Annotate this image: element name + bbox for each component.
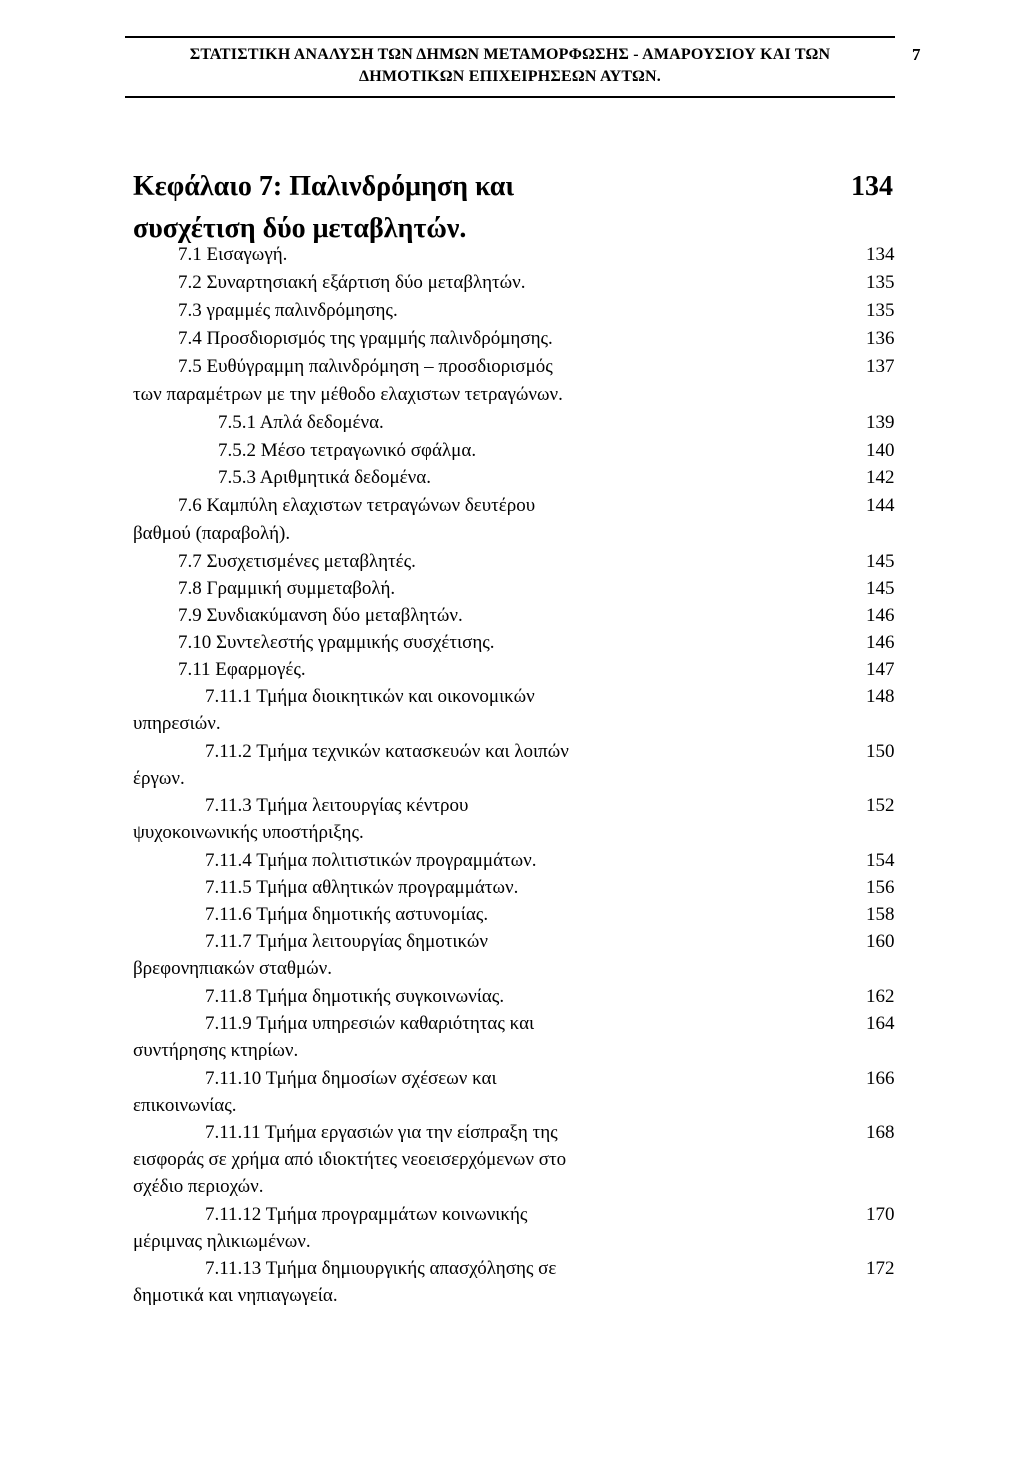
toc-entry-page-number: 135 (866, 272, 895, 293)
toc-entry-text: εισφοράς σε χρήμα από ιδιοκτήτες νεοεισερχόμενων στο (133, 1149, 567, 1170)
toc-entry-text: έργων. (133, 768, 185, 789)
toc-entry-text: 7.2 Συναρτησιακή εξάρτιση δύο μεταβλητών. (178, 272, 526, 293)
running-header-line-2: ΔΗΜΟΤΙΚΩΝ ΕΠΙΧΕΙΡΗΣΕΩΝ ΑΥΤΩΝ. (359, 68, 661, 85)
toc-entry-text: 7.5.2 Μέσο τετραγωνικό σφάλμα. (218, 440, 477, 461)
toc-entry-page-number: 136 (866, 328, 895, 349)
toc-entry-page-number: 158 (866, 904, 895, 925)
toc-entry-text: δημοτικά και νηπιαγωγεία. (133, 1285, 338, 1306)
toc-entry-page-number: 139 (866, 412, 895, 433)
toc-entry-text: συντήρησης κτηρίων. (133, 1040, 299, 1061)
toc-entry-text: 7.11.7 Τμήμα λειτουργίας δημοτικών (205, 931, 489, 952)
toc-entry-text: 7.3 γραμμές παλινδρόμησης. (178, 300, 398, 321)
toc-entry-page-number: 147 (866, 659, 895, 680)
toc-entry-text: 7.11.9 Τμήμα υπηρεσιών καθαριότητας και (205, 1013, 535, 1034)
toc-entry-page-number: 162 (866, 986, 895, 1007)
toc-entry-text: 7.6 Καμπύλη ελαχιστων τετραγώνων δευτέρου (178, 495, 536, 516)
toc-entry-text: 7.11 Εφαρμογές. (178, 659, 306, 680)
toc-entry-page-number: 137 (866, 356, 895, 377)
toc-entry-text: βαθμού (παραβολή). (133, 523, 291, 544)
chapter-title-line-2: συσχέτιση δύο μεταβλητών. (133, 213, 467, 244)
running-header-line-1: ΣΤΑΤΙΣΤΙΚΗ ΑΝΑΛΥΣΗ ΤΩΝ ΔΗΜΩΝ ΜΕΤΑΜΟΡΦΩΣΗΣ - ΑΜΑΡΟΥΣΙΟΥ ΚΑΙ ΤΩΝ (189, 46, 831, 63)
toc-entry-page-number: 134 (866, 244, 895, 265)
toc-entry-text: 7.5.3 Αριθμητικά δεδομένα. (218, 467, 431, 488)
toc-entry-text: 7.5.1 Απλά δεδομένα. (218, 412, 384, 433)
toc-entry-text: 7.8 Γραμμική συμμεταβολή. (178, 578, 396, 599)
chapter-page-number: 134 (851, 171, 893, 202)
toc-entry-text: 7.11.4 Τμήμα πολιτιστικών προγραμμάτων. (205, 850, 537, 871)
toc-entry-text: 7.1 Εισαγωγή. (178, 244, 288, 265)
toc-entry-page-number: 144 (866, 495, 895, 516)
toc-entry-text: υπηρεσιών. (133, 713, 221, 734)
toc-entry-page-number: 168 (866, 1122, 895, 1143)
toc-entry-text: των παραμέτρων με την μέθοδο ελαχιστων τετραγώνων. (133, 384, 563, 405)
toc-entry-page-number: 140 (866, 440, 895, 461)
toc-entry-text: σχέδιο περιοχών. (133, 1176, 264, 1197)
toc-entry-text: 7.11.13 Τμήμα δημιουργικής απασχόλησης σε (205, 1258, 557, 1279)
toc-entry-page-number: 172 (866, 1258, 895, 1279)
toc-entry-text: επικοινωνίας. (133, 1095, 237, 1116)
toc-entry-text: 7.11.6 Τμήμα δημοτικής αστυνομίας. (205, 904, 489, 925)
toc-entry-page-number: 170 (866, 1204, 895, 1225)
toc-entry-text: 7.11.10 Τμήμα δημοσίων σχέσεων και (205, 1068, 497, 1089)
toc-entry-text: 7.4 Προσδιορισμός της γραμμής παλινδρόμησης. (178, 328, 553, 349)
toc-entry-text: μέριμνας ηλικιωμένων. (133, 1231, 311, 1252)
header-page-number: 7 (912, 45, 921, 64)
toc-entry-text: 7.11.11 Τμήμα εργασιών για την είσπραξη της (205, 1122, 558, 1143)
toc-entry-text: 7.11.8 Τμήμα δημοτικής συγκοινωνίας. (205, 986, 505, 1007)
toc-entry-page-number: 148 (866, 686, 895, 707)
toc-entry-page-number: 146 (866, 605, 895, 626)
chapter-title-line-1: Κεφάλαιο 7: Παλινδρόμηση και (133, 171, 515, 202)
toc-entry-text: 7.7 Συσχετισμένες μεταβλητές. (178, 551, 416, 572)
toc-entry-page-number: 142 (866, 467, 895, 488)
toc-entry-page-number: 152 (866, 795, 895, 816)
toc-entry-page-number: 154 (866, 850, 895, 871)
toc-entry-page-number: 166 (866, 1068, 895, 1089)
toc-entry-page-number: 135 (866, 300, 895, 321)
toc-entry-text: 7.9 Συνδιακύμανση δύο μεταβλητών. (178, 605, 463, 626)
toc-entry-text: βρεφονηπιακών σταθμών. (133, 958, 332, 979)
toc-entry-text: ψυχοκοινωνικής υποστήριξης. (133, 822, 364, 843)
toc-entry-page-number: 164 (866, 1013, 895, 1034)
toc-entry-text: 7.11.2 Τμήμα τεχνικών κατασκευών και λοιπών (205, 741, 569, 762)
toc-entry-page-number: 145 (866, 551, 895, 572)
toc-entry-page-number: 146 (866, 632, 895, 653)
toc-entry-text: 7.10 Συντελεστής γραμμικής συσχέτισης. (178, 632, 495, 653)
toc-entry-page-number: 150 (866, 741, 895, 762)
toc-entry-text: 7.11.1 Τμήμα διοικητικών και οικονομικών (205, 686, 535, 707)
toc-entry-text: 7.5 Ευθύγραμμη παλινδρόμηση – προσδιορισμός (178, 356, 553, 377)
toc-entry-page-number: 156 (866, 877, 895, 898)
toc-entry-page-number: 160 (866, 931, 895, 952)
toc-entry-text: 7.11.5 Τμήμα αθλητικών προγραμμάτων. (205, 877, 519, 898)
toc-entry-text: 7.11.12 Τμήμα προγραμμάτων κοινωνικής (205, 1204, 528, 1225)
toc-entry-page-number: 145 (866, 578, 895, 599)
toc-entry-text: 7.11.3 Τμήμα λειτουργίας κέντρου (205, 795, 469, 816)
